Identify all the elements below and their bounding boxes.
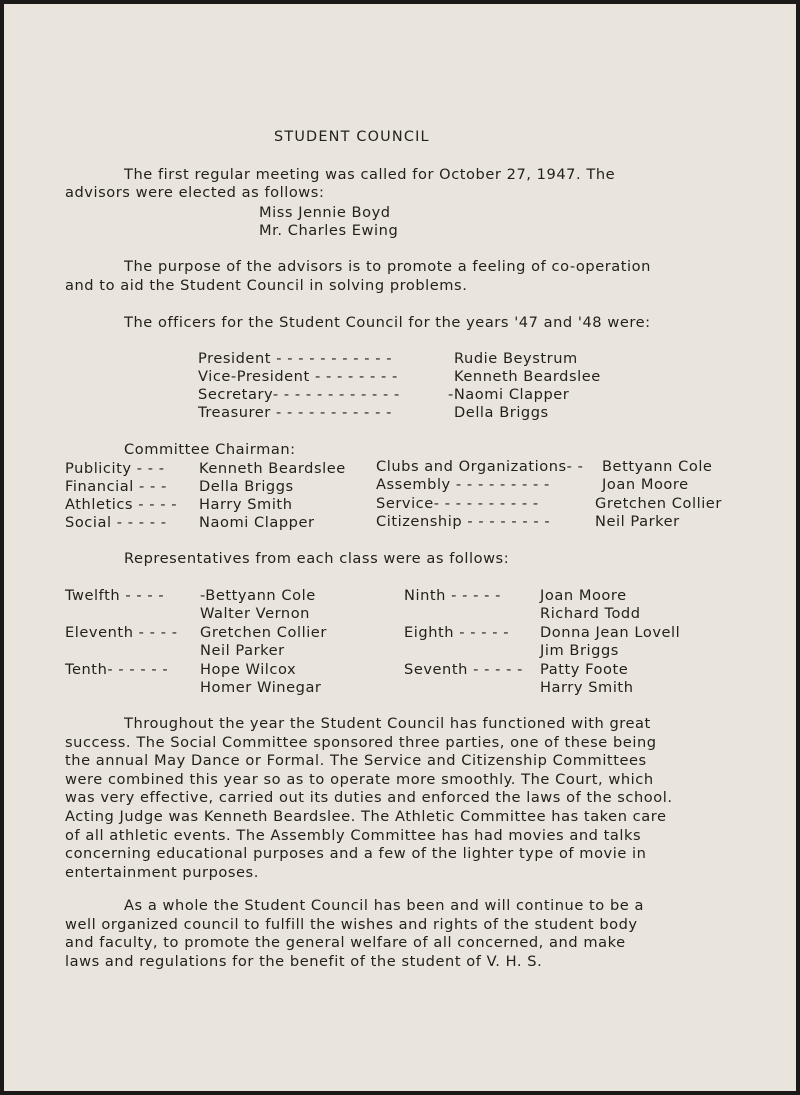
officer-name: -Naomi Clapper xyxy=(448,386,570,403)
officer-role: Vice-President - - - - - - - - xyxy=(198,368,398,385)
committee-heading: Committee Chairman: xyxy=(124,441,296,458)
officer-role: President - - - - - - - - - - - xyxy=(198,350,393,367)
rep-name: Walter Vernon xyxy=(200,605,310,622)
summary-line: entertainment purposes. xyxy=(65,863,259,881)
committee-label: Citizenship - - - - - - - - xyxy=(376,513,551,530)
rep-name: Gretchen Collier xyxy=(200,624,327,641)
committee-chair: Harry Smith xyxy=(199,496,293,513)
rep-name: Richard Todd xyxy=(540,605,641,622)
committee-chair: Joan Moore xyxy=(602,476,689,493)
summary-line: was very effective, carried out its duties and enforced the laws of the school. xyxy=(65,789,673,807)
committee-chair: Bettyann Cole xyxy=(602,458,713,475)
rep-grade: Seventh - - - - - xyxy=(404,661,523,678)
rep-name: Homer Winegar xyxy=(200,679,322,696)
rep-grade: Twelfth - - - - xyxy=(65,587,165,604)
purpose-line-2: and to aid the Student Council in solving problems. xyxy=(65,277,468,294)
closing-line: laws and regulations for the benefit of the student of V. H. S. xyxy=(65,952,543,970)
committee-label: Service- - - - - - - - - - xyxy=(376,495,539,512)
reps-heading: Representatives from each class were as follows: xyxy=(124,550,510,567)
closing-line: well organized council to fulfill the wishes and rights of the student body xyxy=(65,915,638,933)
advisor-name: Mr. Charles Ewing xyxy=(259,222,399,239)
officers-intro: The officers for the Student Council for the years '47 and '48 were: xyxy=(124,314,651,331)
officer-name: Kenneth Beardslee xyxy=(454,368,601,385)
closing-line: As a whole the Student Council has been and will continue to be a xyxy=(124,897,644,914)
rep-name: -Bettyann Cole xyxy=(200,587,316,604)
committee-label: Clubs and Organizations- - xyxy=(376,458,584,475)
officer-role: Treasurer - - - - - - - - - - - xyxy=(198,404,392,421)
officer-role: Secretary- - - - - - - - - - - - xyxy=(198,386,400,403)
committee-label: Athletics - - - - xyxy=(65,496,178,513)
summary-line: were combined this year so as to operate more smoothly. The Court, which xyxy=(65,770,654,788)
intro-line-2: advisors were elected as follows: xyxy=(65,184,325,201)
summary-paragraph xyxy=(65,715,705,882)
officer-name: Rudie Beystrum xyxy=(454,350,578,367)
rep-name: Jim Briggs xyxy=(540,642,619,659)
rep-grade: Tenth- - - - - - xyxy=(65,661,169,678)
rep-name: Neil Parker xyxy=(200,642,285,659)
committee-chair: Neil Parker xyxy=(595,513,680,530)
rep-name: Patty Foote xyxy=(540,661,629,678)
rep-name: Hope Wilcox xyxy=(200,661,297,678)
summary-line: concerning educational purposes and a few of the lighter type of movie in xyxy=(65,845,647,863)
document-page xyxy=(4,4,796,1091)
committee-chair: Kenneth Beardslee xyxy=(199,460,346,477)
intro-line-1: The first regular meeting was called for October 27, 1947. The xyxy=(124,166,616,183)
summary-line: of all athletic events. The Assembly Committee has had movies and talks xyxy=(65,826,642,844)
summary-line: Acting Judge was Kenneth Beardslee. The Athletic Committee has taken care xyxy=(65,807,667,825)
rep-name: Joan Moore xyxy=(540,587,627,604)
rep-grade: Eighth - - - - - xyxy=(404,624,510,641)
summary-line: success. The Social Committee sponsored three parties, one of these being xyxy=(65,733,657,751)
summary-line: the annual May Dance or Formal. The Service and Citizenship Committees xyxy=(65,752,647,770)
officer-name: Della Briggs xyxy=(454,404,549,421)
committee-chair: Della Briggs xyxy=(199,478,294,495)
closing-line: and faculty, to promote the general welfare of all concerned, and make xyxy=(65,934,626,952)
rep-grade: Eleventh - - - - xyxy=(65,624,178,641)
page-title: STUDENT COUNCIL xyxy=(274,129,430,145)
committee-label: Publicity - - - xyxy=(65,460,165,477)
rep-grade: Ninth - - - - - xyxy=(404,587,501,604)
purpose-line-1: The purpose of the advisors is to promote a feeling of co-operation xyxy=(124,258,651,275)
committee-label: Assembly - - - - - - - - - xyxy=(376,476,550,493)
rep-name: Donna Jean Lovell xyxy=(540,624,681,641)
committee-chair: Naomi Clapper xyxy=(199,514,315,531)
committee-label: Social - - - - - xyxy=(65,514,167,531)
committee-label: Financial - - - xyxy=(65,478,167,495)
rep-name: Harry Smith xyxy=(540,679,634,696)
advisor-name: Miss Jennie Boyd xyxy=(259,204,391,221)
summary-line: Throughout the year the Student Council has functioned with great xyxy=(124,715,651,732)
closing-paragraph xyxy=(65,897,705,971)
committee-chair: Gretchen Collier xyxy=(595,495,722,512)
